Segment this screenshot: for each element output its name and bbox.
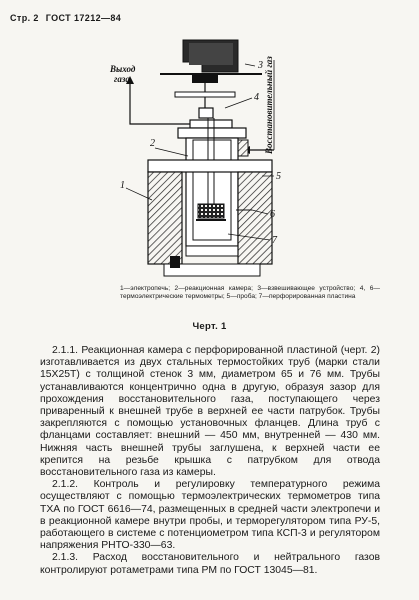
label-5: 5 bbox=[276, 171, 281, 182]
sample bbox=[196, 204, 226, 220]
gas-outlet-pipe bbox=[126, 76, 196, 124]
figure-title: Черт. 1 bbox=[192, 321, 227, 332]
label-4: 4 bbox=[254, 92, 259, 103]
gas-outlet-label-line2: газа bbox=[114, 74, 130, 84]
reducing-gas-label: Восстановительный газ bbox=[264, 56, 274, 154]
weighing-device bbox=[160, 40, 262, 118]
apparatus-diagram bbox=[0, 0, 419, 290]
paragraph-2-1-2: 2.1.2. Контроль и регулировку температурного режима осуществляют с помощью термоэлектрических термометров типа ТХА по ГОСТ 6616—74, размещенных в средней части электропечи и в реакционной камере внутри пробы, и терморегулятором типа РУ-5, работающего в системе с потенциометром типа КСП-3 и регулятором напряжения РНТО-330—63. bbox=[40, 479, 380, 552]
document-body bbox=[40, 345, 380, 577]
page-number: Стр. 2 bbox=[10, 13, 39, 23]
paragraph-2-1-1: 2.1.1. Реакционная камера с перфорированной пластиной (черт. 2) изготавливается из двух стальных термостойких труб (марки стали 15Х25Т) с толщиной стенок 3 мм, диаметром 65 и 76 мм. Трубы устанавливаются концентрично одна в другую, образуя зазор для прохождения восстановительного газа, поступающего через приваренный к внешней трубе в верхней ее части патрубок. Трубы закрепляются с помощью установочных фланцев. Длина труб с фланцами составляет: внешний — 450 мм, внутренней — 430 мм. Нижняя часть внешней трубы заглушена, к верхней части ее крепится на резьбе крышка с патрубком для отвода восстановительного газа из камеры. bbox=[40, 345, 380, 479]
label-2: 2 bbox=[150, 138, 155, 149]
paragraph-2-1-3: 2.1.3. Расход восстановительного и нейтрального газов контролируют ротаметрами типа РМ по ГОСТ 13045—81. bbox=[40, 552, 380, 576]
gas-outlet-label-line1: Выход bbox=[110, 64, 136, 74]
label-6: 6 bbox=[270, 209, 275, 220]
label-1: 1 bbox=[120, 180, 125, 191]
figure-legend: 1—электропечь; 2—реакционная камера; 3—взвешивающее устройство; 4, 6—термоэлектрические термометры; 5—проба; 7—перфорированная пластина bbox=[120, 285, 380, 301]
label-3: 3 bbox=[258, 60, 263, 71]
standard-code: ГОСТ 17212—84 bbox=[45, 13, 122, 23]
label-7: 7 bbox=[272, 235, 277, 246]
